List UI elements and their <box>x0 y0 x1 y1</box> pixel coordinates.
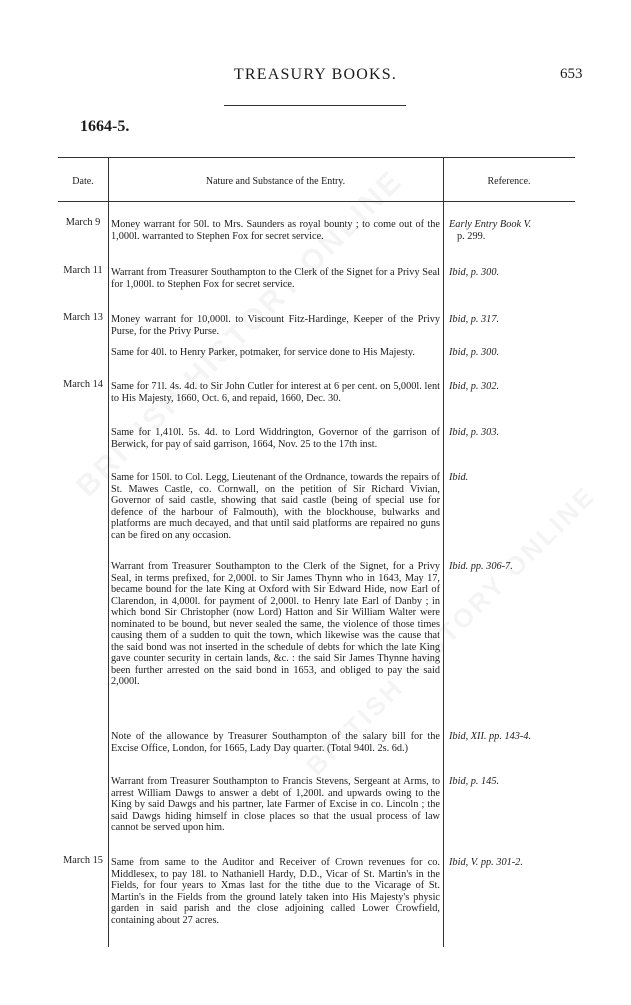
entry-date: March 9 <box>65 217 101 228</box>
column-divider <box>108 157 109 947</box>
entry-reference: Ibid. pp. 306-7. <box>449 561 513 572</box>
entry-text: Warrant from Treasurer Southampton to the Clerk of the Signet for a Privy Seal for 1,000l. to Stephen Fox for secret service. <box>111 267 440 290</box>
entry-text: Same for 1,410l. 5s. 4d. to Lord Widdrington, Governor of the garrison of Berwick, for pay of said garrison, 1664, Nov. 25 to the 17th inst. <box>111 427 440 450</box>
entry-reference: Ibid, p. 300. <box>449 347 500 358</box>
entry-reference: Ibid, p. 317. <box>449 314 500 325</box>
page-title: TREASURY BOOKS. <box>233 66 398 83</box>
column-header-date: Date. <box>72 176 94 187</box>
entry-date: March 14 <box>63 379 103 390</box>
entry-text: Money warrant for 10,000l. to Viscount Fitz-Hardinge, Keeper of the Privy Purse, for the Privy Purse. <box>111 314 440 337</box>
entry-text: Same for 150l. to Col. Legg, Lieutenant of the Ordnance, towards the repairs of St. Mawes Castle, co. Cornwall, on the petition of Sir Richard Vivian, Governor of said castle, showing that said castle (being of special use for defence of the harbour of Falmouth), with the blockhouse, bulwarks and platforms are much decayed, and that until said platforms are repaired no guns can be fired on any occasion. <box>111 472 440 541</box>
entry-reference: Ibid, V. pp. 301-2. <box>449 857 523 868</box>
entry-reference: Ibid, XII. pp. 143-4. <box>449 731 532 742</box>
header-rule <box>224 105 406 106</box>
entry-reference: Ibid, p. 300. <box>449 267 500 278</box>
entry-text: Same for 40l. to Henry Parker, potmaker, for service done to His Majesty. <box>111 347 415 358</box>
page-number: 653 <box>560 66 583 82</box>
entry-text: Warrant from Treasurer Southampton to Francis Stevens, Sergeant at Arms, to arrest William Dawgs to answer a debt of 1,200l. and upwards owing to the King by said Dawgs and his partner, late Farmer of Excise in co. Lincoln ; the said Dawgs hiding himself in close places so that the usual process of law cannot be served upon him. <box>111 776 440 833</box>
entry-text: Money warrant for 50l. to Mrs. Saunders as royal bounty ; to come out of the 1,000l. warranted to Stephen Fox for secret service. <box>111 219 440 242</box>
entry-date: March 11 <box>63 265 103 276</box>
entry-text: Same for 71l. 4s. 4d. to Sir John Cutler for interest at 6 per cent. on 5,000l. lent to His Majesty, 1660, Oct. 6, and repaid, 1660, Dec. 30. <box>111 381 440 404</box>
entry-reference-line: Early Entry Book V. <box>449 219 532 230</box>
column-header-reference: Reference. <box>487 176 531 187</box>
table-top-rule <box>58 157 575 158</box>
column-divider <box>443 157 444 947</box>
entry-date: March 13 <box>63 312 103 323</box>
entry-reference: Ibid. <box>449 472 469 483</box>
entry-text: Note of the allowance by Treasurer Southampton of the salary bill for the Excise Office, London, for 1665, Lady Day quarter. (Total 940l. 2s. 6d.) <box>111 731 440 754</box>
entry-reference: Ibid, p. 145. <box>449 776 500 787</box>
entry-reference-page: p. 299. <box>457 230 486 242</box>
entry-text: Same from same to the Auditor and Receiver of Crown revenues for co. Middlesex, to pay 18l. to Nathaniell Hardy, D.D., Vicar of St. Martin's in the Fields, for four years to Xmas last for the tithe due to the Vicarage of St. Martin's in the Fields from the ground lately taken into His Majesty's physic garden in said parish and the close adjoining called Lower Crowfield, containing about 27 acres. <box>111 857 440 926</box>
column-header-entry: Nature and Substance of the Entry. <box>205 176 346 187</box>
entry-date: March 15 <box>63 855 103 866</box>
entry-reference <box>449 219 581 242</box>
entry-reference: Ibid, p. 303. <box>449 427 500 438</box>
entry-reference: Ibid, p. 302. <box>449 381 500 392</box>
table-header-rule <box>58 201 575 202</box>
year-heading: 1664-5. <box>80 118 130 135</box>
entry-text: Warrant from Treasurer Southampton to the Clerk of the Signet, for a Privy Seal, in terms prefixed, for 2,000l. to Sir James Thynn who in 1643, May 17, became bound for the late King at Oxford with Sir Edward Hide, now Earl of Clarendon, in 4,000l. for payment of 2,000l. to Henry late Earl of Danby ; in which bond Sir Christopher (now Lord) Hatton and Sir William Walter were nominated to be bound, but never sealed the same, the violence of those times causing them of a sudden to quit the town, which likewise was the cause that the said bond was not inserted in the schedule of debts for which the late King gave counter security in certain lands, &c. : the said Sir James Thynne having been further arrested on the said bond in 1653, and obliged to pay the said 2,000l. <box>111 561 440 687</box>
